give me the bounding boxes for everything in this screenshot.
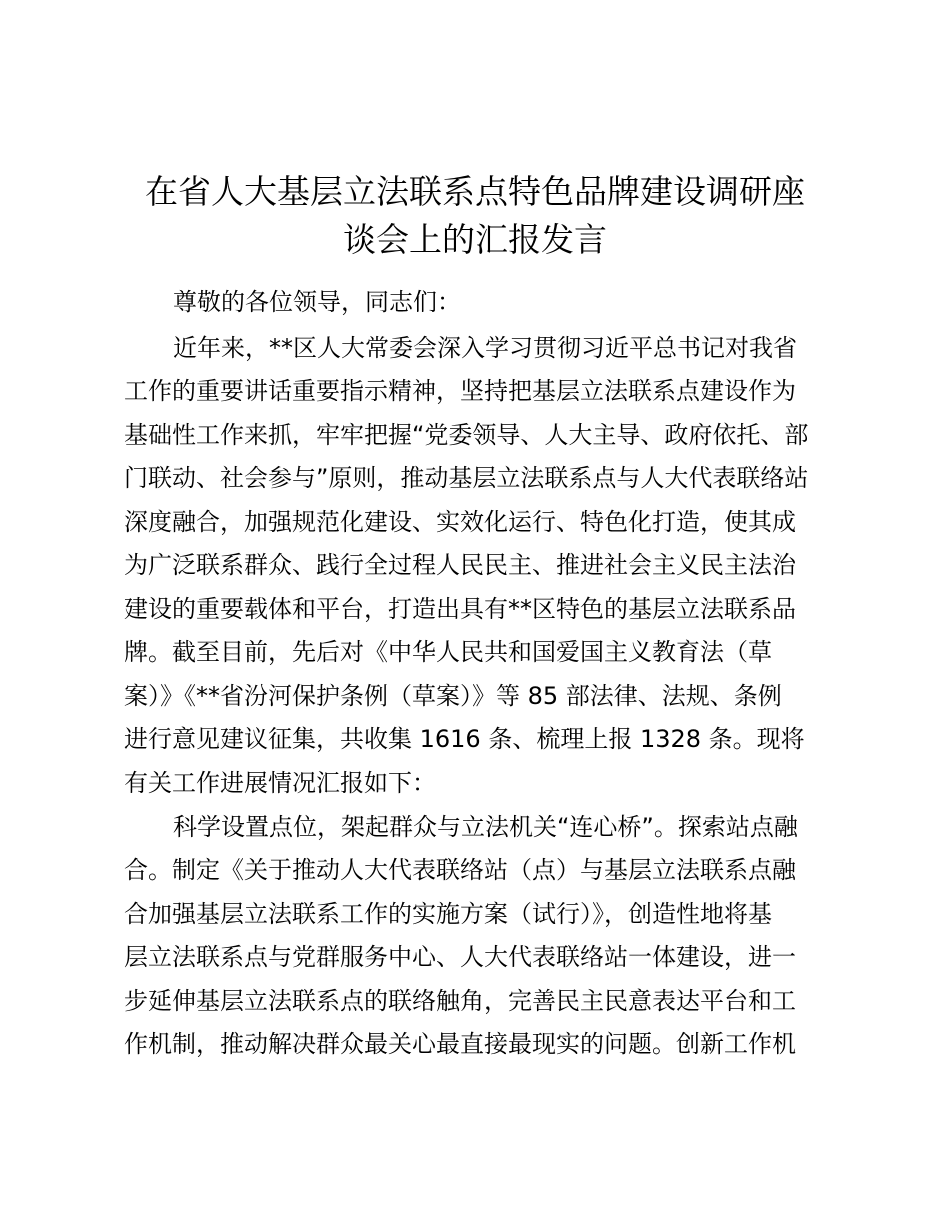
- body-line: 近年来，**区人大常委会深入学习贯彻习近平总书记对我省: [173, 334, 797, 362]
- body-line: 为广泛联系群众、践行全过程人民民主、推进社会主义民主法治: [124, 551, 796, 579]
- body-line: 合。制定《关于推动人大代表联络站（点）与基层立法联系点融: [124, 856, 796, 884]
- body-line: 门联动、社会参与”原则，推动基层立法联系点与人大代表联络站: [124, 464, 809, 492]
- body-line: 工作的重要讲话重要指示精神，坚持把基层立法联系点建设作为: [124, 377, 796, 405]
- document-title-line-1: 在省人大基层立法联系点特色品牌建设调研座: [145, 172, 805, 211]
- body-line: 进行意见建议征集，共收集 1616 条、梳理上报 1328 条。现将: [124, 725, 805, 753]
- body-line: 步延伸基层立法联系点的联络触角，完善民主民意表达平台和工: [124, 987, 796, 1015]
- body-line: 有关工作进展情况汇报如下：: [124, 769, 436, 797]
- body-line: 合加强基层立法联系工作的实施方案（试行）》，创造性地将基: [124, 900, 772, 928]
- body-line: 案）》《**省汾河保护条例（草案）》等 85 部法律、法规、条例: [124, 682, 782, 710]
- body-line: 层立法联系点与党群服务中心、人大代表联络站一体建设，进一: [124, 943, 796, 971]
- document-title-line-2: 谈会上的汇报发言: [343, 220, 607, 259]
- salutation: 尊敬的各位领导，同志们：: [173, 288, 461, 316]
- body-line: 建设的重要载体和平台，打造出具有**区特色的基层立法联系品: [124, 595, 796, 623]
- body-line: 深度融合，加强规范化建设、实效化运行、特色化打造，使其成: [124, 508, 796, 536]
- body-line: 作机制，推动解决群众最关心最直接最现实的问题。创新工作机: [124, 1030, 796, 1058]
- body-line: 科学设置点位，架起群众与立法机关“连心桥”。探索站点融: [173, 813, 798, 841]
- body-line: 基础性工作来抓，牢牢把握“党委领导、人大主导、政府依托、部: [124, 421, 809, 449]
- body-line: 牌。截至目前，先后对《中华人民共和国爱国主义教育法（草: [124, 638, 772, 666]
